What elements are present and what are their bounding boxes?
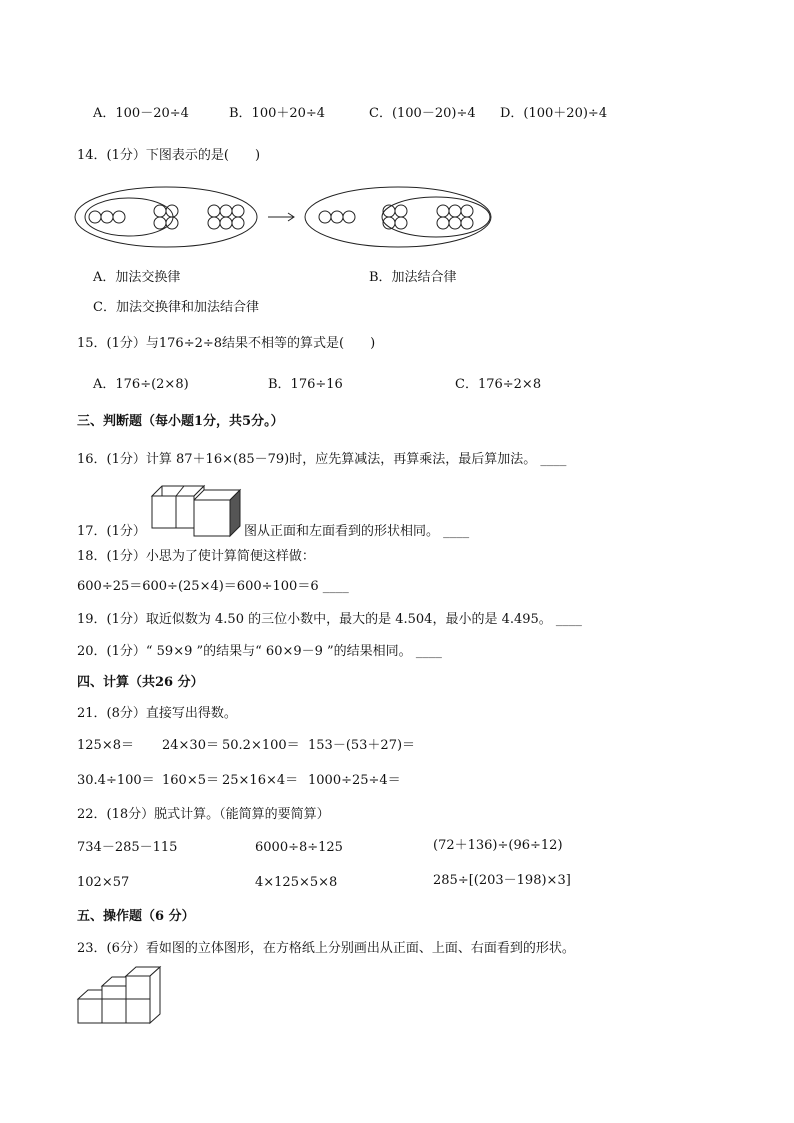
q21-item: 125×8＝ xyxy=(77,738,134,753)
q21-item: 24×30＝ xyxy=(162,738,219,753)
q15-option-c: C．176÷2×8 xyxy=(455,377,542,392)
q13-option-c: C．(100－20)÷4 xyxy=(369,106,476,121)
q21-item: 1000÷25÷4＝ xyxy=(308,773,401,788)
q19: 19．(1分）取近似数为 4.50 的三位小数中，最大的是 4.504，最小的是 4.495。 ____ xyxy=(77,612,582,627)
q14-option-b: B．加法结合律 xyxy=(369,270,457,285)
q22-item: 4×125×5×8 xyxy=(255,875,338,890)
q21-item: 25×16×4＝ xyxy=(222,773,299,788)
q13-option-b: B．100＋20÷4 xyxy=(229,106,326,121)
q13-option-a: A．100－20÷4 xyxy=(93,106,189,121)
q15-option-a: A．176÷(2×8) xyxy=(93,377,189,392)
q21-item: 160×5＝ xyxy=(162,773,219,788)
q22-stem: 22．(18分）脱式计算。（能简算的要简算） xyxy=(77,807,330,822)
q17-suffix: 图从正面和左面看到的形状相同。 ____ xyxy=(244,524,470,539)
q22-item: 285÷[(203－198)×3] xyxy=(433,873,571,888)
q22-item: 102×57 xyxy=(77,875,130,890)
q16: 16．(1分）计算 87＋16×(85－79)时，应先算减法，再算乘法，最后算加法。 ____ xyxy=(77,452,567,467)
q13-option-d: D．(100＋20)÷4 xyxy=(500,106,608,121)
q22-item: (72＋136)÷(96÷12) xyxy=(433,838,563,853)
q14-stem: 14．(1分）下图表示的是( ) xyxy=(77,148,261,163)
q23: 23．(6分）看如图的立体图形，在方格纸上分别画出从正面、上面、右面看到的形状。 xyxy=(77,941,575,956)
q21-item: 30.4÷100＝ xyxy=(77,773,155,788)
q17-prefix: 17．(1分） xyxy=(77,524,146,539)
section-4-heading: 四、计算（共26 分） xyxy=(77,675,204,690)
q18-stem: 18．(1分）小思为了使计算简便这样做： xyxy=(77,549,315,564)
q15-option-b: B．176÷16 xyxy=(268,377,343,392)
section-5-heading: 五、操作题（6 分） xyxy=(77,909,195,924)
q21-item: 153－(53＋27)＝ xyxy=(308,738,416,753)
q14-option-c: C．加法交换律和加法结合律 xyxy=(93,300,259,315)
q23-solid-figure xyxy=(76,966,162,1026)
section-3-heading: 三、判断题（每小题1分，共5分。） xyxy=(77,414,284,429)
q22-item: 734－285－115 xyxy=(77,840,178,855)
q22-item: 6000÷8÷125 xyxy=(255,840,343,855)
q20: 20．(1分）“ 59×9 ”的结果与“ 60×9－9 ”的结果相同。 ____ xyxy=(77,644,442,659)
q18-work: 600÷25＝600÷(25×4)＝600÷100＝6 ____ xyxy=(77,579,349,594)
q14-option-a: A．加法交换律 xyxy=(93,270,181,285)
q14-figure xyxy=(72,184,492,254)
q17-cube-figure xyxy=(148,480,244,538)
q15-stem: 15．(1分）与176÷2÷8结果不相等的算式是( ) xyxy=(77,336,376,351)
q21-item: 50.2×100＝ xyxy=(222,738,300,753)
q21-stem: 21．(8分）直接写出得数。 xyxy=(77,706,237,721)
